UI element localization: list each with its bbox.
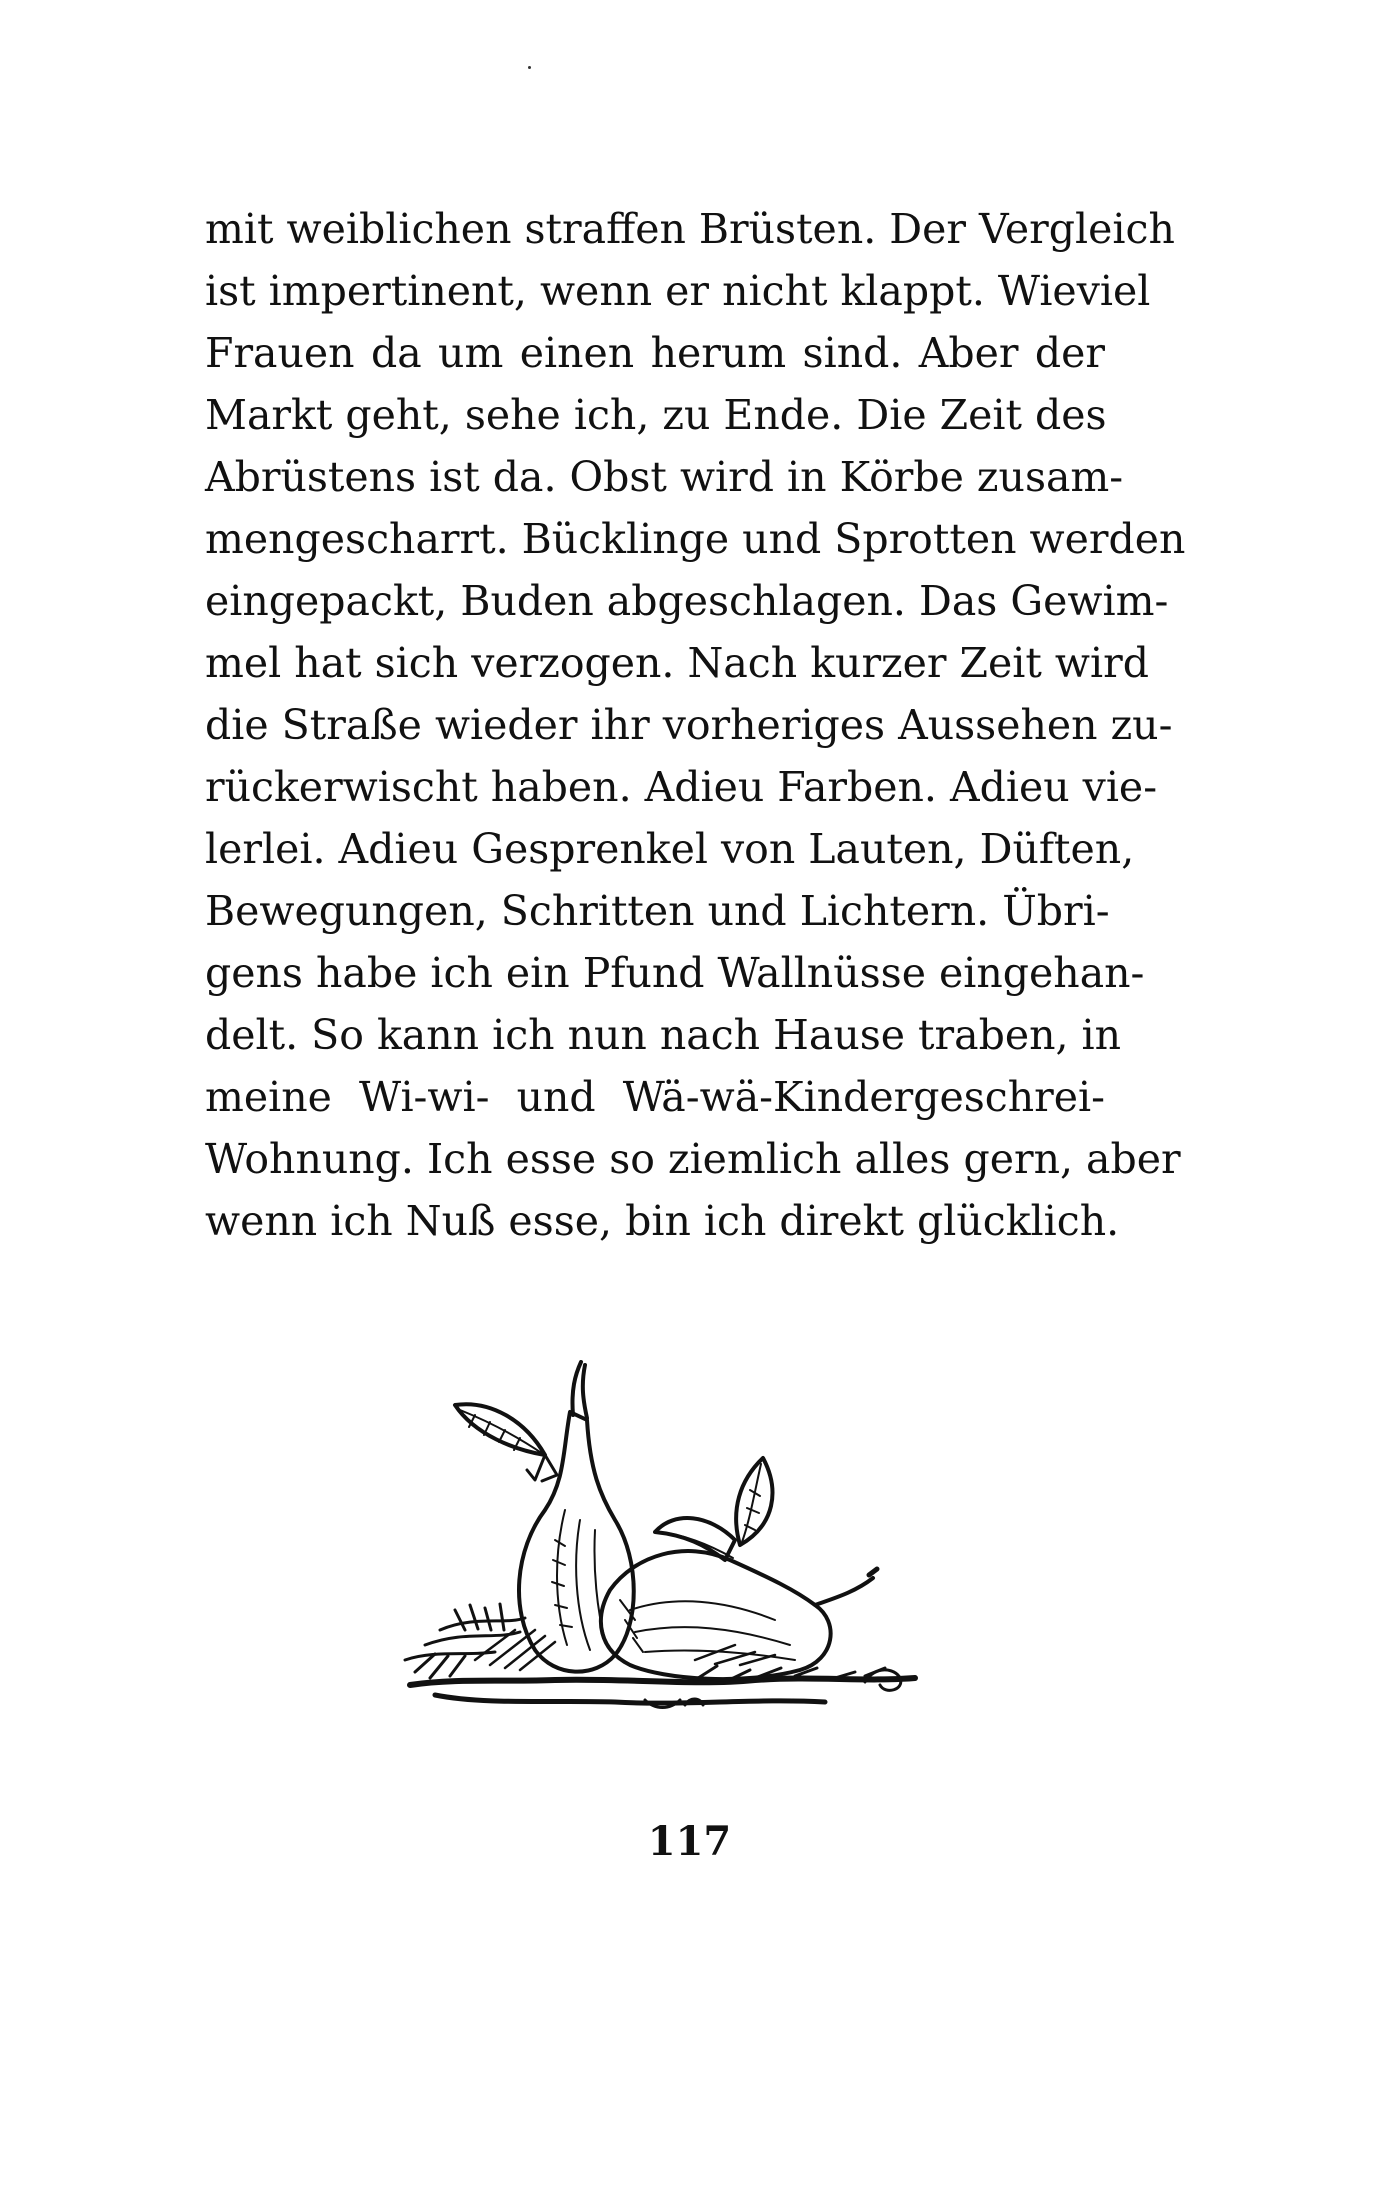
text-line: delt. So kann ich nun nach Hause traben, in [205, 1011, 1122, 1059]
text-line: meine Wi-wi- und Wä-wä-Kindergeschrei- [205, 1073, 1105, 1121]
pears-illustration [395, 1360, 925, 1720]
text-line: mengescharrt. Bücklinge und Sprotten werden [205, 515, 1186, 563]
text-line: Bewegungen, Schritten und Lichtern. Übri- [205, 887, 1110, 935]
text-line: Markt geht, sehe ich, zu Ende. Die Zeit des [205, 391, 1107, 439]
text-line: die Straße wieder ihr vorheriges Aussehen zu- [205, 701, 1173, 749]
text-line: mel hat sich verzogen. Nach kurzer Zeit wird [205, 639, 1149, 687]
text-line: eingepackt, Buden abgeschlagen. Das Gewim- [205, 577, 1169, 625]
page-number: 117 [647, 1818, 732, 1865]
text-line-last: wenn ich Nuß esse, bin ich direkt glücklich. [205, 1197, 1120, 1245]
text-line: ist impertinent, wenn er nicht klappt. Wieviel [205, 267, 1151, 315]
text-line: lerlei. Adieu Gesprenkel von Lauten, Düften, [205, 825, 1135, 873]
text-line: Abrüstens ist da. Obst wird in Körbe zusam- [205, 453, 1124, 501]
body-text [205, 198, 1186, 1252]
text-line: gens habe ich ein Pfund Wallnüsse eingehan- [205, 949, 1145, 997]
text-line: Frauen da um einen herum sind. Aber der [205, 329, 1105, 377]
text-line: rückerwischt haben. Adieu Farben. Adieu vie- [205, 763, 1158, 811]
paper-speck [528, 66, 531, 69]
text-line: Wohnung. Ich esse so ziemlich alles gern, aber [205, 1135, 1181, 1183]
text-line: mit weiblichen straffen Brüsten. Der Vergleich [205, 205, 1175, 253]
